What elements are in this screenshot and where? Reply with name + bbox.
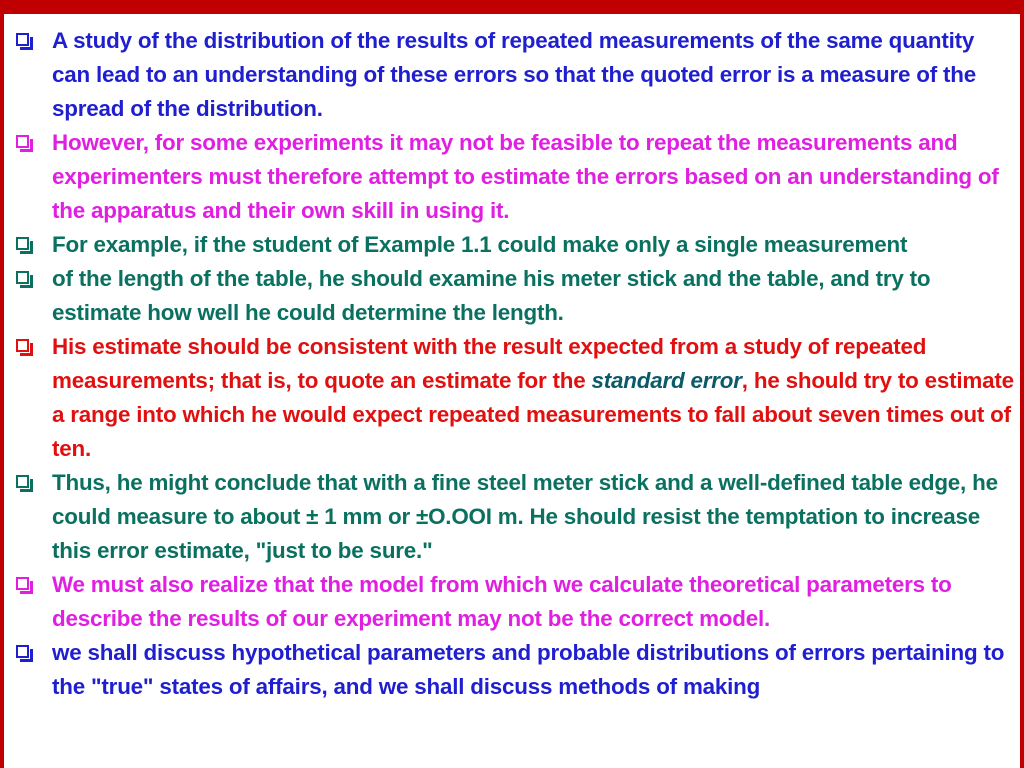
- bullet-text: Thus, he might conclude that with a fine steel meter stick and a well-defined table edge, he could measure to about ± 1 mm or ±O.OOI m. He should resist the temptation to increase this error estimate, "just to be sure.": [52, 470, 998, 563]
- checkbox-bullet-icon: [16, 33, 34, 51]
- bullet-item: [12, 466, 1018, 568]
- checkbox-bullet-icon: [16, 339, 34, 357]
- bullet-text: However, for some experiments it may not be feasible to repeat the measurements and experimenters must therefore attempt to estimate the errors based on an understanding of the apparatus and their own skill in using it.: [52, 130, 999, 223]
- bullet-text: of the length of the table, he should examine his meter stick and the table, and try to estimate how well he could determine the length.: [52, 266, 931, 325]
- bullet-item: [12, 126, 1018, 228]
- bullet-item: [12, 24, 1018, 126]
- bullet-text-before: His estimate should be consistent with the result expected from a study of repeated measurements; that is, to quote an estimate for the: [52, 334, 927, 393]
- bullet-list: [12, 24, 1018, 704]
- checkbox-bullet-icon: [16, 577, 34, 595]
- bullet-item: [12, 568, 1018, 636]
- checkbox-bullet-icon: [16, 645, 34, 663]
- checkbox-bullet-icon: [16, 237, 34, 255]
- bullet-text-after: , he should try to estimate a range into which he would expect repeated measurements to fall about seven times out of ten.: [52, 368, 1014, 461]
- checkbox-bullet-icon: [16, 271, 34, 289]
- bullet-text: For example, if the student of Example 1.1 could make only a single measurement: [52, 232, 908, 257]
- bullet-item: [12, 262, 1018, 330]
- bullet-text: We must also realize that the model from which we calculate theoretical parameters to describe the results of our experiment may not be the correct model.: [52, 572, 952, 631]
- bullet-item: [12, 228, 1018, 262]
- bullet-item: [12, 330, 1018, 466]
- bullet-text: we shall discuss hypothetical parameters and probable distributions of errors pertaining to the "true" states of affairs, and we shall discuss methods of making: [52, 640, 1005, 699]
- bullet-text: A study of the distribution of the results of repeated measurements of the same quantity can lead to an understanding of these errors so that the quoted error is a measure of the spread of the distribution.: [52, 28, 977, 121]
- bullet-item: [12, 636, 1018, 704]
- emphasis-standard-error: standard error: [591, 368, 742, 393]
- checkbox-bullet-icon: [16, 135, 34, 153]
- checkbox-bullet-icon: [16, 475, 34, 493]
